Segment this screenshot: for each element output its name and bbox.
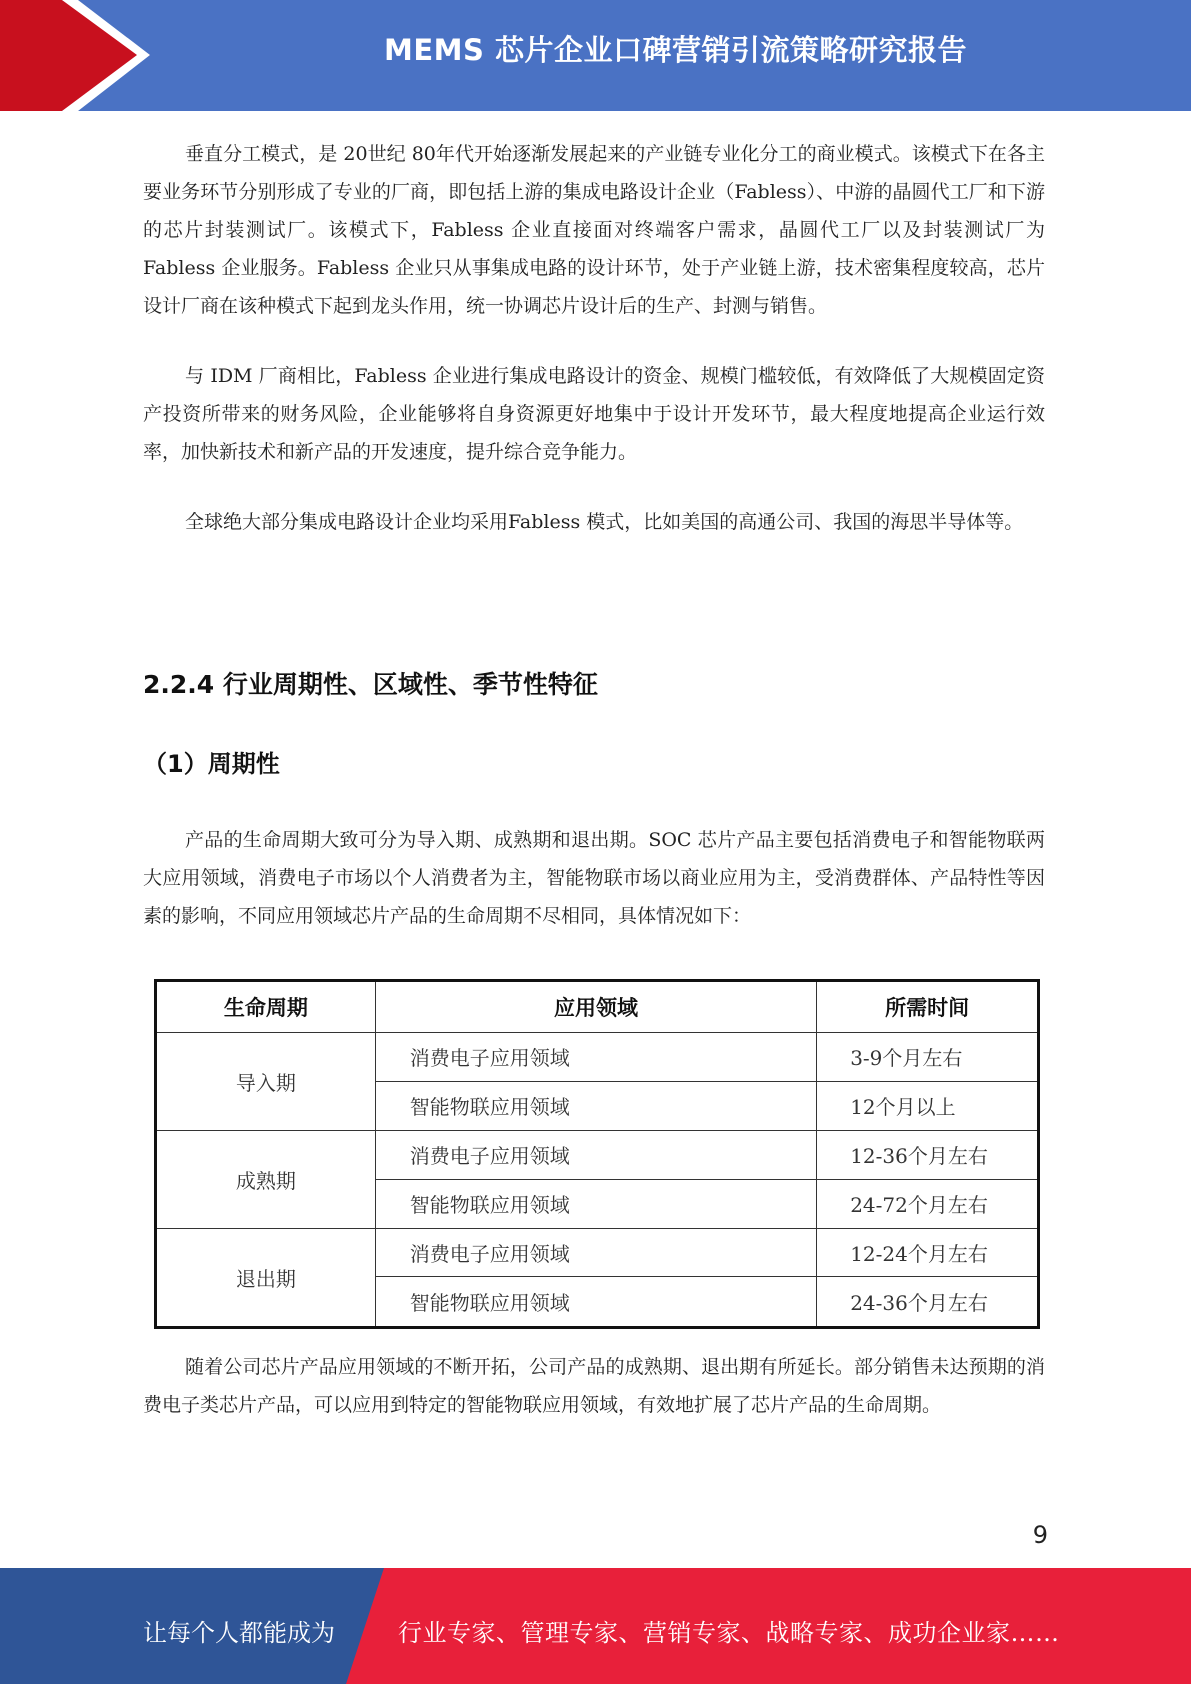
- section-heading: 2.2.4 行业周期性、区域性、季节性特征: [143, 670, 598, 699]
- stage-cell: 退出期: [156, 1228, 376, 1327]
- stage-cell: 导入期: [156, 1033, 376, 1131]
- body-paragraph: 与 IDM 厂商相比，Fabless 企业进行集成电路设计的资金、规模门槛较低，有效降低了大规模固定资产投资所带来的财务风险，企业能够将自身资源更好地集中于设计开发环节，最大程度地提高企业运行效率，加快新技术和新产品的开发速度，提升综合竞争能力。: [143, 365, 1045, 463]
- field-cell: 智能物联应用领域: [375, 1081, 816, 1130]
- time-cell: 3-9个月左右: [817, 1033, 1039, 1082]
- table-header: 所需时间: [817, 981, 1039, 1033]
- page-number: 9: [1032, 1521, 1048, 1549]
- table-header: 应用领域: [375, 981, 816, 1033]
- time-cell: 12-36个月左右: [817, 1130, 1039, 1179]
- table-row: [156, 1033, 1039, 1082]
- report-title: MEMS 芯片企业口碑营销引流策略研究报告: [383, 33, 967, 67]
- lifecycle-table: [154, 979, 1040, 1329]
- body-paragraph: 垂直分工模式，是 20世纪 80年代开始逐渐发展起来的产业链专业化分工的商业模式。该模式下在各主要业务环节分别形成了专业的厂商，即包括上游的集成电路设计企业（Fabless）、中游的晶圆代工厂和下游的芯片封装测试厂。该模式下，Fabless 企业直接面对终端客户需求，晶圆代工厂以及封装测试厂为Fabless 企业服务。Fabless 企业只从事集成电路的设计环节，处于产业链上游，技术密集程度较高，芯片设计厂商在该种模式下起到龙头作用，统一协调芯片设计后的生产、封测与销售。: [143, 143, 1045, 317]
- table-header-row: [156, 981, 1039, 1033]
- main-content: [143, 135, 1045, 541]
- closing-paragraph: 随着公司芯片产品应用领域的不断开拓，公司产品的成熟期、退出期有所延长。部分销售未达预期的消费电子类芯片产品，可以应用到特定的智能物联应用领域，有效地扩展了芯片产品的生命周期。: [143, 1356, 1045, 1416]
- footer-slogan-left: 让每个人都能成为: [143, 1619, 335, 1647]
- body-paragraph: 全球绝大部分集成电路设计企业均采用Fabless 模式，比如美国的高通公司、我国的海思半导体等。: [185, 511, 1024, 533]
- time-cell: 12-24个月左右: [817, 1228, 1039, 1277]
- red-chevron-logo: [0, 0, 150, 111]
- time-cell: 12个月以上: [817, 1081, 1039, 1130]
- field-cell: 消费电子应用领域: [375, 1130, 816, 1179]
- field-cell: 智能物联应用领域: [375, 1179, 816, 1228]
- field-cell: 消费电子应用领域: [375, 1033, 816, 1082]
- field-cell: 消费电子应用领域: [375, 1228, 816, 1277]
- sub-heading: （1）周期性: [143, 750, 280, 778]
- time-cell: 24-72个月左右: [817, 1179, 1039, 1228]
- header-banner: [0, 0, 1191, 111]
- intro-paragraph: 产品的生命周期大致可分为导入期、成熟期和退出期。SOC 芯片产品主要包括消费电子和智能物联两大应用领域，消费电子市场以个人消费者为主，智能物联市场以商业应用为主，受消费群体、产品特性等因素的影响，不同应用领域芯片产品的生命周期不尽相同，具体情况如下：: [143, 829, 1045, 927]
- table-header: 生命周期: [156, 981, 376, 1033]
- footer-slogan-right: 行业专家、管理专家、营销专家、战略专家、成功企业家……: [398, 1619, 1060, 1647]
- table-row: [156, 1228, 1039, 1277]
- time-cell: 24-36个月左右: [817, 1277, 1039, 1328]
- field-cell: 智能物联应用领域: [375, 1277, 816, 1328]
- stage-cell: 成熟期: [156, 1130, 376, 1228]
- table-row: [156, 1130, 1039, 1179]
